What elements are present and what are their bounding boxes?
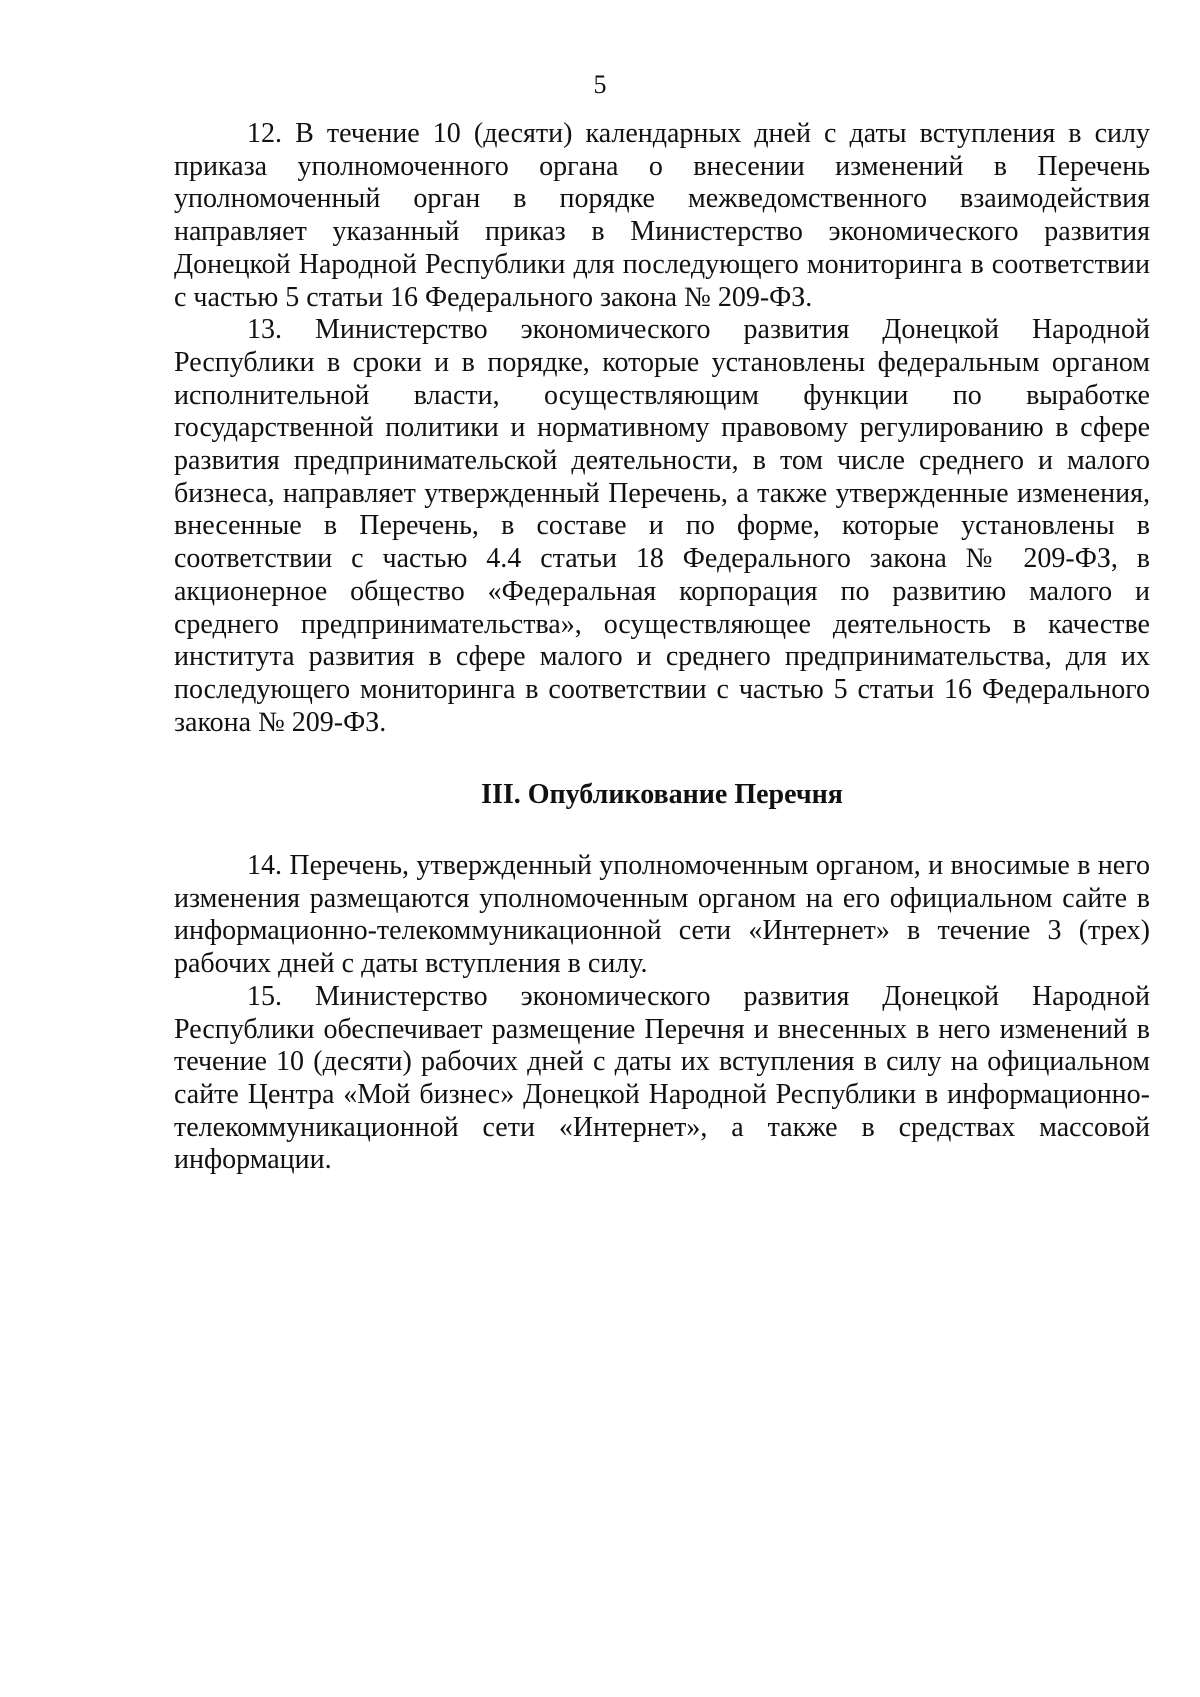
document-body — [174, 118, 1150, 1177]
page-number: 5 — [593, 70, 607, 99]
paragraph-13: 13. Министерство экономического развития Донецкой Народной Республики в сроки и в порядке, которые установлены федеральным органом исполнительной власти, осуществляющим функции по выработке государственной политики и нормативному правовому регулированию в сфере развития предпринимательской деятельности, в том числе среднего и малого бизнеса, направляет утвержденный Перечень, а также утвержденные изменения, внесенные в Перечень, в составе и по форме, которые установлены в соответствии с частью 4.4 статьи 18 Федерального закона № 209-ФЗ, в акционерное общество «Федеральная корпорация по развитию малого и среднего предпринимательства», осуществляющее деятельность в качестве института развития в сфере малого и среднего предпринимательства, для их последующего мониторинга в соответствии с частью 5 статьи 16 Федерального закона № 209-ФЗ. — [174, 314, 1150, 738]
paragraph-12: 12. В течение 10 (десяти) календарных дней с даты вступления в силу приказа уполномоченного органа о внесении изменений в Перечень уполномоченный орган в порядке межведомственного взаимодействия направляет указанный приказ в Министерство экономического развития Донецкой Народной Республики для последующего мониторинга в соответствии с частью 5 статьи 16 Федерального закона № 209-ФЗ. — [174, 118, 1150, 313]
paragraph-14: 14. Перечень, утвержденный уполномоченным органом, и вносимые в него изменения размещаются уполномоченным органом на его официальном сайте в информационно-телекоммуникационной сети «Интернет» в течение 3 (трех) рабочих дней с даты вступления в силу. — [174, 850, 1150, 980]
paragraph-15: 15. Министерство экономического развития Донецкой Народной Республики обеспечивает размещение Перечня и внесенных в него изменений в течение 10 (десяти) рабочих дней с даты их вступления в силу на официальном сайте Центра «Мой бизнес» Донецкой Народной Республики в информационно-телекоммуникационной сети «Интернет», а также в средствах массовой информации. — [174, 980, 1150, 1176]
section-heading: III. Опубликование Перечня — [481, 779, 843, 811]
